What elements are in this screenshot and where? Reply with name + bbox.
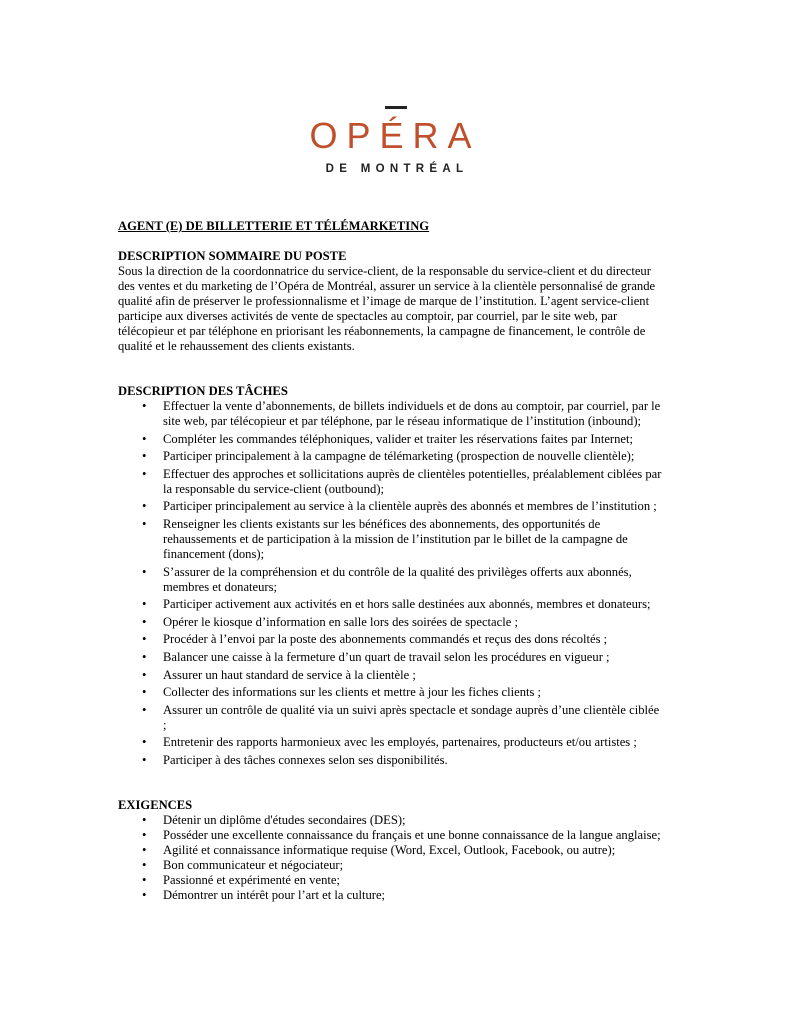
bullet-icon: •	[142, 735, 147, 750]
bullet-icon: •	[142, 632, 147, 647]
bullet-icon: •	[142, 842, 147, 857]
bullet-icon: •	[142, 872, 147, 887]
task-item	[118, 753, 684, 768]
task-item-text: Assurer un contrôle de qualité via un suivi après spectacle et sondage auprès d’une clientèle ciblée	[163, 702, 660, 717]
requirement-item	[118, 843, 684, 858]
task-item-text: la responsable du service-client (outbound);	[163, 481, 385, 496]
bullet-icon: •	[142, 685, 147, 700]
document-body	[118, 219, 684, 903]
task-item-text: rehaussements et de participation à la mission de l’institution par le billet de la campagne de	[163, 531, 628, 546]
task-item-text: membres et donateurs;	[163, 579, 278, 594]
opera-de-montreal-logo	[300, 104, 490, 176]
bullet-icon: •	[142, 431, 147, 446]
bullet-icon: •	[142, 614, 147, 629]
requirement-item-text: Détenir un diplôme d'études secondaires (DES);	[163, 812, 406, 827]
summary-line: Sous la direction de la coordonnatrice du service-client, de la responsable du service-client et du directeur	[118, 264, 651, 278]
requirement-item	[118, 858, 684, 873]
task-item-text: Collecter des informations sur les clients et mettre à jour les fiches clients ;	[163, 685, 542, 700]
requirement-item-text: Agilité et connaissance informatique requise (Word, Excel, Outlook, Facebook, ou autre);	[163, 842, 616, 857]
requirement-item	[118, 888, 684, 903]
requirement-item-text: Passionné et expérimenté en vente;	[163, 872, 340, 887]
requirements-list	[118, 813, 684, 903]
bullet-icon: •	[142, 499, 147, 514]
bullet-icon: •	[142, 649, 147, 664]
bullet-icon: •	[142, 857, 147, 872]
task-item-text: site web, par télécopieur et par téléphone, par le réseau informatique de l’institution (inbound);	[163, 414, 642, 428]
tasks-list	[118, 399, 684, 768]
summary-line: télécopieur et par téléphone en priorisant les réabonnements, la campagne de financement, le contrôle de	[118, 324, 646, 338]
task-item	[118, 467, 684, 497]
task-item-text: S’assurer de la compréhension et du contrôle de la qualité des privilèges offerts aux abonnés,	[163, 564, 632, 579]
summary-heading: DESCRIPTION SOMMAIRE DU POSTE	[118, 249, 347, 263]
task-item	[118, 449, 684, 464]
summary-line: qualité et le rehaussement des clients existants.	[118, 339, 355, 353]
requirements-heading: EXIGENCES	[118, 797, 193, 812]
task-item	[118, 650, 684, 665]
logo-macron	[385, 106, 407, 109]
task-item	[118, 399, 684, 429]
task-item	[118, 565, 684, 595]
requirement-item	[118, 828, 684, 843]
requirement-item	[118, 813, 684, 828]
bullet-icon: •	[142, 667, 147, 682]
tasks-heading: DESCRIPTION DES TÂCHES	[118, 384, 288, 398]
task-item-text: financement (dons);	[163, 546, 265, 561]
task-item	[118, 517, 684, 562]
task-item-text: Participer principalement au service à la clientèle auprès des abonnés et membres de l’institution ;	[163, 499, 657, 514]
bullet-icon: •	[142, 466, 147, 481]
task-item	[118, 703, 684, 733]
logo-graphic	[300, 104, 490, 176]
task-item	[118, 685, 684, 700]
bullet-icon: •	[142, 564, 147, 579]
requirement-item-text: Bon communicateur et négociateur;	[163, 857, 344, 872]
bullet-icon: •	[142, 752, 147, 767]
task-item-text: Effectuer des approches et sollicitations auprès de clientèles potentielles, préalablement ciblées par	[163, 466, 662, 481]
task-item	[118, 499, 684, 514]
task-item-text: Balancer une caisse à la fermeture d’un quart de travail selon les procédures en vigueur ;	[163, 649, 610, 664]
requirement-item	[118, 873, 684, 888]
job-title: AGENT (E) DE BILLETTERIE ET TÉLÉMARKETING	[118, 219, 430, 233]
bullet-icon: •	[142, 399, 147, 413]
task-item-text: Effectuer la vente d’abonnements, de billets individuels et de dons au comptoir, par courriel, par le	[163, 399, 661, 413]
bullet-icon: •	[142, 597, 147, 612]
summary-line: participe aux diverses activités de vente de spectacles au comptoir, par courriel, par le site web, par	[118, 309, 618, 323]
bullet-icon: •	[142, 702, 147, 717]
task-item-text: Compléter les commandes téléphoniques, valider et traiter les réservations faites par Internet;	[163, 431, 633, 446]
summary-line: qualité afin de préserver le professionnalisme et l’image de marque de l’institution. L’agent service-client	[118, 294, 650, 308]
logo-main-text: OPÉRA	[309, 115, 481, 156]
task-item-text: ;	[163, 717, 167, 732]
task-item	[118, 432, 684, 447]
task-item-text: Opérer le kiosque d’information en salle lors des soirées de spectacle ;	[163, 614, 518, 629]
summary-line: des ventes et du marketing de l’Opéra de Montréal, assurer un service à la clientèle personnalisé de grande	[118, 279, 656, 293]
task-item	[118, 632, 684, 647]
task-item	[118, 735, 684, 750]
bullet-icon: •	[142, 516, 147, 531]
task-item-text: Procéder à l’envoi par la poste des abonnements commandés et reçus des dons récoltés ;	[163, 632, 608, 647]
requirement-item-text: Posséder une excellente connaissance du français et une bonne connaissance de la langue anglaise;	[163, 827, 661, 842]
task-item	[118, 668, 684, 683]
task-item	[118, 597, 684, 612]
task-item-text: Participer principalement à la campagne de télémarketing (prospection de nouvelle clientèle);	[163, 449, 635, 464]
bullet-icon: •	[142, 812, 147, 827]
requirement-item-text: Démontrer un intérêt pour l’art et la culture;	[163, 887, 386, 902]
task-item-text: Participer activement aux activités en et hors salle destinées aux abonnés, membres et donateurs;	[163, 597, 651, 612]
task-item-text: Renseigner les clients existants sur les bénéfices des abonnements, des opportunités de	[163, 516, 601, 531]
bullet-icon: •	[142, 827, 147, 842]
task-item-text: Assurer un haut standard de service à la clientèle ;	[163, 667, 416, 682]
bullet-icon: •	[142, 449, 147, 464]
task-item	[118, 615, 684, 630]
task-item-text: Participer à des tâches connexes selon ses disponibilités.	[163, 752, 448, 767]
task-item-text: Entretenir des rapports harmonieux avec les employés, partenaires, producteurs et/ou artistes ;	[163, 735, 637, 750]
bullet-icon: •	[142, 887, 147, 902]
summary-paragraph	[118, 264, 684, 354]
logo-sub-text: DE MONTRÉAL	[325, 163, 469, 175]
